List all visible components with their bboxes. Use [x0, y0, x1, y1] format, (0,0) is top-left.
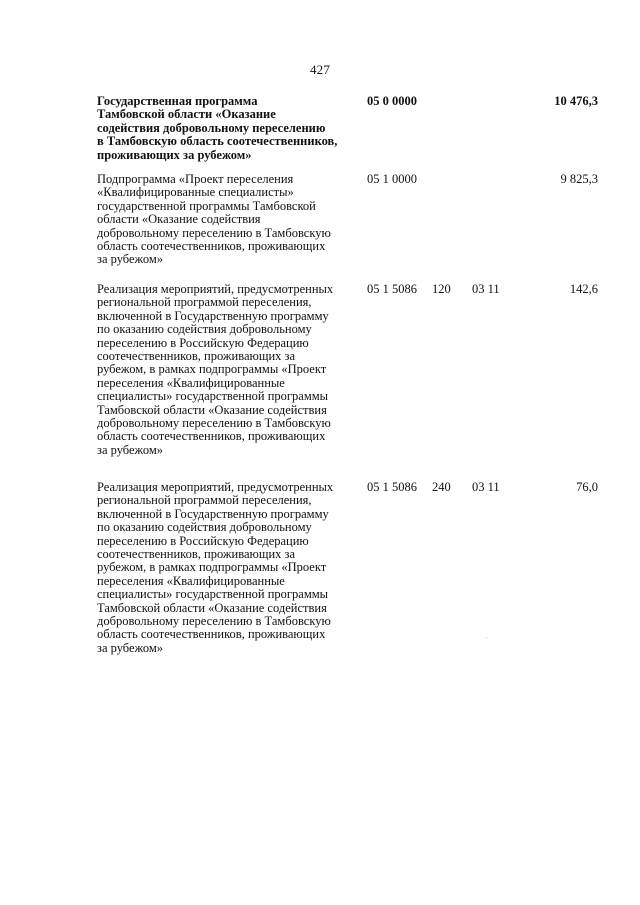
- row-section: 03 11: [472, 480, 500, 494]
- row-description: Реализация мероприятий, предусмотренных региональной программой переселения, включенной в Государственную программу по оказанию содействия добровольному переселению в Российскую Федерацию соотечественников, проживающих за рубежом, в рамках подпрограммы «Проект переселения «Квалифицированные специалисты» государственной программы Тамбовской области «Оказание содействия добровольному переселению в Тамбовскую область соотечественников, проживающих за рубежом»: [97, 480, 334, 655]
- row-description: Реализация мероприятий, предусмотренных региональной программой переселения, включенной в Государственную программу по оказанию содействия добровольному переселению в Российскую Федерацию соотечественников, проживающих за рубежом, в рамках подпрограммы «Проект переселения «Квалифицированные специалисты» государственной программы Тамбовской области «Оказание содействия добровольному переселению в Тамбовскую область соотечественников, проживающих за рубежом»: [97, 282, 334, 457]
- row-section: 03 11: [472, 282, 500, 296]
- row-expense-type: 240: [432, 480, 451, 494]
- row-amount: 9 825,3: [560, 172, 598, 186]
- row-description: Подпрограмма «Проект переселения «Квалифицированные специалисты» государственной программы Тамбовской области «Оказание содействия добровольному переселению в Тамбовскую область соотечественников, проживающих за рубежом»: [97, 172, 331, 267]
- row-expense-type: 120: [432, 282, 451, 296]
- row-description: Государственная программа Тамбовской области «Оказание содействия добровольному переселению в Тамбовскую область соотечественников, проживающих за рубежом»: [97, 94, 338, 162]
- row-target-code: 05 1 0000: [367, 172, 417, 186]
- row-target-code: 05 1 5086: [367, 282, 417, 296]
- row-amount: 76,0: [576, 480, 598, 494]
- row-amount: 10 476,3: [554, 94, 598, 108]
- row-target-code: 05 1 5086: [367, 480, 417, 494]
- page-number: 427: [309, 62, 331, 77]
- row-amount: 142,6: [569, 282, 598, 296]
- scan-speck: [486, 637, 487, 638]
- row-target-code: 05 0 0000: [367, 94, 417, 108]
